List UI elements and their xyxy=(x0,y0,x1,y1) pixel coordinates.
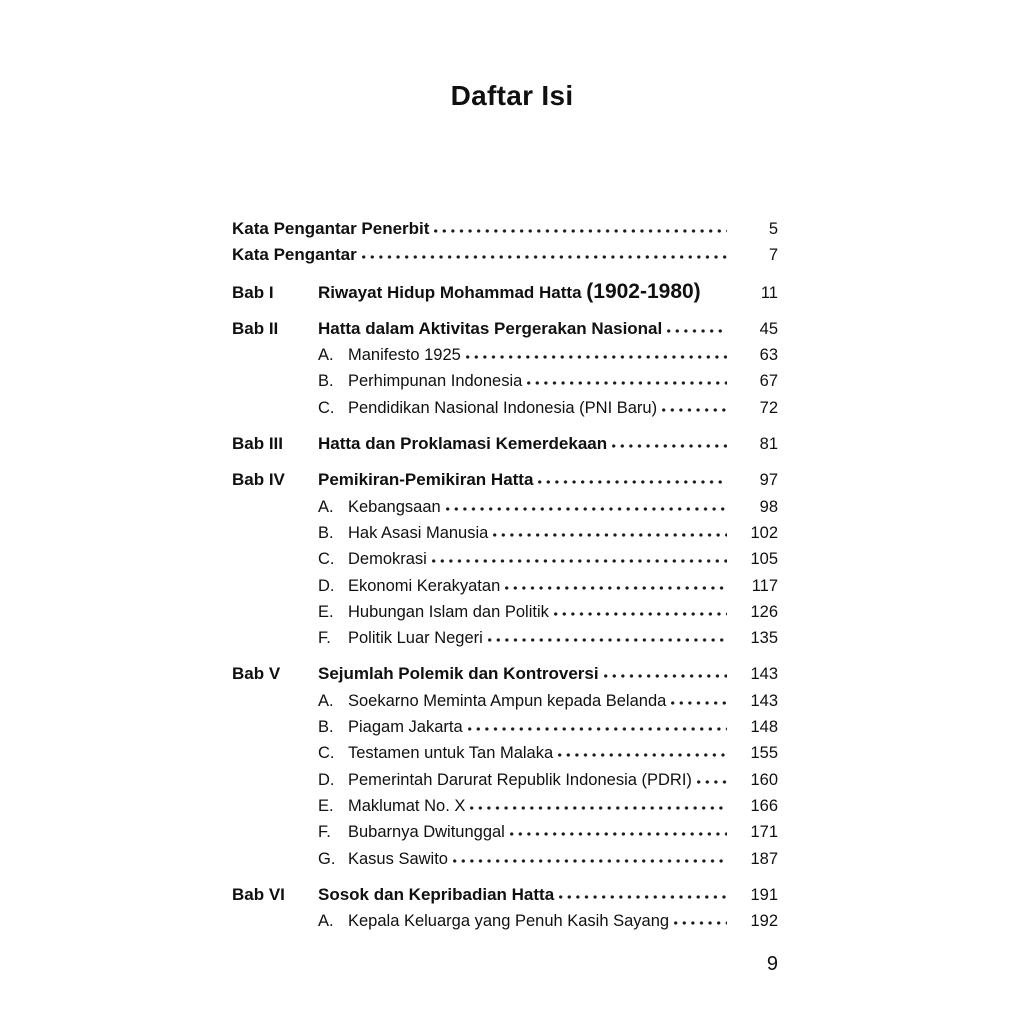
dot-leader xyxy=(559,894,727,900)
dot-leader xyxy=(554,611,727,617)
page-title: Daftar Isi xyxy=(450,80,574,111)
toc-section-row xyxy=(232,846,778,872)
section-page: 166 xyxy=(750,796,778,815)
section-letter: G. xyxy=(318,849,336,868)
chapter-page: 45 xyxy=(759,319,778,338)
chapter-title xyxy=(318,882,554,908)
section-letter: B. xyxy=(318,372,334,391)
toc-chapter-row xyxy=(232,279,778,306)
toc-chapter-row xyxy=(232,467,778,493)
dot-leader xyxy=(466,354,727,360)
toc-section-row xyxy=(232,908,778,934)
chapter-number: Bab V xyxy=(232,664,281,684)
section-page: 98 xyxy=(759,497,778,516)
toc-section-row xyxy=(232,546,778,572)
dot-leader xyxy=(671,700,727,706)
toc-chapter-row xyxy=(232,661,778,687)
section-title: Kebangsaan xyxy=(348,497,441,516)
section-letter: B. xyxy=(318,523,334,542)
toc-entry xyxy=(232,242,778,268)
section-title: Bubarnya Dwitunggal xyxy=(348,823,505,842)
chapter-number: Bab I xyxy=(232,282,274,302)
section-page: 160 xyxy=(750,770,778,789)
section-title: Politik Luar Negeri xyxy=(348,629,483,648)
toc-section-row xyxy=(232,395,778,421)
dot-leader xyxy=(662,407,727,413)
section-page: 126 xyxy=(750,602,778,621)
page-number: 9 xyxy=(766,953,778,975)
section-letter: B. xyxy=(318,718,334,737)
section-page: 187 xyxy=(750,849,778,868)
section-letter: E. xyxy=(318,602,334,621)
chapter-title-text: Hatta dan Proklamasi Kemerdekaan xyxy=(318,434,608,454)
chapter-title xyxy=(318,467,533,493)
section-page: 171 xyxy=(750,823,778,842)
section-letter: C. xyxy=(318,744,335,763)
toc-chapter-row xyxy=(232,316,778,342)
toc-section-row xyxy=(232,688,778,714)
section-page: 105 xyxy=(750,550,778,569)
section-page: 72 xyxy=(759,398,778,417)
dot-leader xyxy=(697,779,727,785)
section-page: 67 xyxy=(759,372,778,391)
section-title: Hak Asasi Manusia xyxy=(348,523,489,542)
dot-leader xyxy=(470,805,727,811)
section-letter: D. xyxy=(318,770,335,789)
chapter-title xyxy=(318,316,662,342)
chapter-title xyxy=(318,431,607,457)
dot-leader xyxy=(558,752,727,758)
toc-section-row xyxy=(232,494,778,520)
toc-entry-title: Kata Pengantar xyxy=(232,245,357,265)
section-letter: F. xyxy=(318,629,331,648)
dot-leader xyxy=(510,831,727,837)
table-of-contents xyxy=(232,216,778,934)
toc-entry-title: Kata Pengantar Penerbit xyxy=(232,219,430,238)
dot-leader xyxy=(453,858,727,864)
chapter-number: Bab IV xyxy=(232,470,285,490)
toc-section-row xyxy=(232,819,778,845)
section-letter: C. xyxy=(318,550,335,569)
section-letter: A. xyxy=(318,346,334,365)
dot-leader xyxy=(538,479,727,485)
section-title: Manifesto 1925 xyxy=(348,346,461,365)
toc-section-row xyxy=(232,767,778,793)
section-title: Testamen untuk Tan Malaka xyxy=(348,744,554,763)
dot-leader xyxy=(667,328,727,334)
dot-leader xyxy=(674,920,727,926)
dot-leader xyxy=(488,637,727,643)
toc-entry xyxy=(232,216,778,242)
section-title: Hubungan Islam dan Politik xyxy=(348,602,549,621)
chapter-page: 97 xyxy=(759,471,778,490)
section-page: 102 xyxy=(750,523,778,542)
section-title: Pendidikan Nasional Indonesia (PNI Baru) xyxy=(348,398,658,417)
chapter-title xyxy=(318,279,701,306)
dot-leader xyxy=(527,380,727,386)
dot-leader xyxy=(505,585,727,591)
dot-leader xyxy=(493,532,727,538)
toc-section-row xyxy=(232,368,778,394)
section-page: 148 xyxy=(750,718,778,737)
chapter-page: 191 xyxy=(750,885,778,904)
dot-leader xyxy=(612,443,727,449)
section-title: Kepala Keluarga yang Penuh Kasih Sayang xyxy=(348,912,670,931)
chapter-title-text: Pemikiran-Pemikiran Hatta xyxy=(318,470,534,490)
section-page: 155 xyxy=(750,744,778,763)
toc-section-row xyxy=(232,520,778,546)
chapter-title-text: Sosok dan Kepribadian Hatta xyxy=(318,884,555,904)
chapter-page: 11 xyxy=(760,283,778,302)
section-letter: C. xyxy=(318,398,335,417)
chapter-number: Bab II xyxy=(232,318,279,338)
section-title: Kasus Sawito xyxy=(348,849,448,868)
section-letter: E. xyxy=(318,796,334,815)
section-letter: F. xyxy=(318,823,331,842)
dot-leader xyxy=(706,292,727,298)
dot-leader xyxy=(432,558,727,564)
toc-section-row xyxy=(232,573,778,599)
toc-section-row xyxy=(232,714,778,740)
section-letter: A. xyxy=(318,497,334,516)
section-page: 192 xyxy=(750,912,778,931)
chapter-title xyxy=(318,661,599,687)
section-title: Maklumat No. X xyxy=(348,796,466,815)
dot-leader xyxy=(362,254,727,260)
toc-entry-page: 7 xyxy=(768,246,778,265)
toc-entry-page: 5 xyxy=(768,220,778,238)
section-letter: A. xyxy=(318,691,334,710)
section-page: 117 xyxy=(751,576,778,595)
chapter-page: 81 xyxy=(759,435,778,454)
chapter-page: 143 xyxy=(750,665,778,684)
chapter-title-text: Riwayat Hidup Mohammad Hatta xyxy=(318,282,587,302)
toc-section-row xyxy=(232,740,778,766)
section-title: Pemerintah Darurat Republik Indonesia (PDRI) xyxy=(348,770,692,789)
toc-section-row xyxy=(232,342,778,368)
section-page: 63 xyxy=(759,346,778,365)
dot-leader xyxy=(446,506,727,512)
dot-leader xyxy=(604,673,727,679)
section-title: Perhimpunan Indonesia xyxy=(348,372,523,391)
dot-leader xyxy=(468,726,727,732)
chapter-title-years: (1902-1980) xyxy=(586,279,701,303)
toc-section-row xyxy=(232,793,778,819)
section-title: Demokrasi xyxy=(348,550,427,569)
dot-leader xyxy=(434,228,727,234)
section-page: 135 xyxy=(750,629,778,648)
section-page: 143 xyxy=(750,691,778,710)
chapter-title-text: Sejumlah Polemik dan Kontroversi xyxy=(318,664,599,684)
toc-chapter-row xyxy=(232,431,778,457)
chapter-title-text: Hatta dalam Aktivitas Pergerakan Nasional xyxy=(318,318,663,338)
chapter-number: Bab III xyxy=(232,434,284,454)
toc-section-row xyxy=(232,599,778,625)
section-title: Piagam Jakarta xyxy=(348,718,463,737)
section-letter: A. xyxy=(318,912,334,931)
toc-section-row xyxy=(232,625,778,651)
section-title: Ekonomi Kerakyatan xyxy=(348,576,501,595)
section-letter: D. xyxy=(318,576,335,595)
chapter-number: Bab VI xyxy=(232,884,285,904)
section-title: Soekarno Meminta Ampun kepada Belanda xyxy=(348,691,667,710)
toc-chapter-row xyxy=(232,882,778,908)
